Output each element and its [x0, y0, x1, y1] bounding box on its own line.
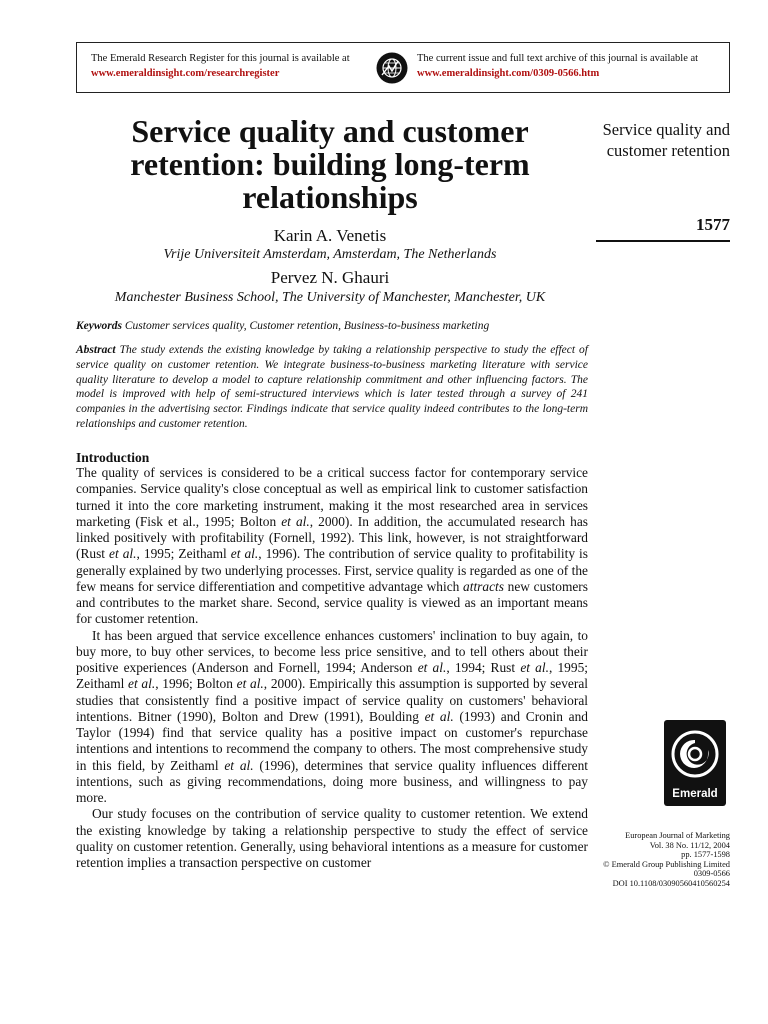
journal-pages: pp. 1577-1598: [681, 850, 730, 860]
italic-text: et al.: [128, 676, 156, 692]
full-text-notice: [417, 51, 698, 81]
journal-doi: DOI 10.1108/03090560410560254: [612, 878, 730, 888]
abstract-block: [76, 343, 588, 432]
journal-volume: Vol. 38 No. 11/12, 2004: [649, 840, 730, 850]
italic-text: et al.: [109, 546, 137, 562]
journal-copyright: © Emerald Group Publishing Limited: [603, 859, 730, 869]
journal-header-box: [76, 42, 730, 93]
section-heading-introduction: Introduction: [76, 450, 150, 465]
journal-citation-info: [585, 831, 730, 889]
italic-text: et al.: [520, 660, 549, 675]
emerald-logo-label: Emerald: [672, 788, 718, 800]
sidebar-divider: [596, 240, 730, 242]
abstract-label: Abstract: [76, 344, 116, 356]
keywords-text: Customer services quality, Customer retention, Business-to-business marketing: [124, 320, 490, 332]
body-paragraph-1: The quality of services is considered to be a critical success factor for contemporary service companies. Service quality's close conceptual as well as empirical link to customer satisfaction turned it into the core marketing instrument, making it the most researched area in services marketing (Fisk et al., 1995; Bolton et al., 2000). In addition, the accumulated research has linked positively with profitability (Fornell, 1992). This link, however, is not straightforward (Rust et al., 1995; Zeithaml et al., 1996). The contribution of service quality to profitability is generally explained by two underlying processes. First, service quality is regarded as one of the few means for service differentiation and competitive advantage which attracts new customers and contributes to the market share. Second, service quality is viewed as an important means for customer retention.: [76, 465, 588, 627]
italic-text: et al.: [281, 513, 310, 529]
italic-text: et al.: [417, 660, 447, 675]
body-text: [76, 465, 588, 871]
italic-text: et al.: [224, 757, 254, 773]
keywords-block: [76, 319, 588, 334]
author-affiliation-2: Manchester Business School, The University of Manchester, Manchester, UK: [114, 290, 546, 305]
page-number: 1577: [696, 215, 730, 234]
keywords-label: Keywords: [76, 320, 122, 332]
journal-name: European Journal of Marketing: [625, 831, 730, 840]
full-text-text: The current issue and full text archive of this journal is available at: [417, 53, 699, 64]
research-register-notice: [91, 51, 350, 81]
emerald-logo: [664, 720, 726, 806]
article-title: Service quality and customer retention: building long-term relationships: [130, 113, 530, 215]
globe-icon: [376, 52, 408, 84]
author-name-2: Pervez N. Ghauri: [270, 268, 390, 287]
full-text-link[interactable]: www.emeraldinsight.com/0309-0566.htm: [417, 68, 600, 79]
abstract-text: The study extends the existing knowledge by taking a relationship perspective to study the effect of service quality on customer retention. We integrate business-to-business marketing literature with service quality literature to develop a model to capture relationship commitment and other influencing factors. The model is improved with help of semi-structured interviews which is later tested through a survey of 241 companies in the advertising sector. Findings indicate that service quality indeed contributes to the long-term relationships and customer retention.: [76, 344, 588, 430]
italic-text: et al.: [236, 676, 264, 692]
italic-text: et al.: [424, 708, 454, 724]
author-affiliation-1: Vrije Universiteit Amsterdam, Amsterdam, The Netherlands: [163, 247, 497, 262]
italic-text: attracts: [463, 578, 504, 594]
running-title: Service quality and customer retention: [602, 120, 730, 160]
body-paragraph-2: It has been argued that service excellence enhances customers' inclination to buy again, to buy more, to buy other services, to become less price sensitive, and to tell others about their positive experiences (Anderson and Fornell, 1994; Anderson et al., 1994; Rust et al., 1995; Zeithaml et al., 1996; Bolton et al., 2000). Empirically this assumption is supported by several studies that consistently find a positive impact of service quality on customers' behavioral intentions. Bitner (1990), Bolton and Drew (1991), Boulding et al. (1993) and Cronin and Taylor (1994) find that service quality has a positive impact on customer's repurchase intentions and intentions to recommend the company to others. The most comprehensive study in this field, by Zeithaml et al. (1996), determines that service quality influences different intentions, such as giving recommendations, doing more business, and willingness to pay more.: [76, 627, 589, 805]
body-paragraph-3: Our study focuses on the contribution of service quality to customer retention. We extend the existing knowledge by taking a relationship perspective to study the effect of service quality on customer retention. Generally, using behavioral intentions as a measure for customer retention implies a transaction perspective on customer: [76, 806, 588, 870]
italic-text: et al.: [230, 546, 259, 562]
journal-issn: 0309-0566: [693, 869, 730, 879]
research-register-text: The Emerald Research Register for this journal is available at: [91, 53, 350, 64]
emerald-swirl-icon: [664, 720, 726, 788]
research-register-link[interactable]: www.emeraldinsight.com/researchregister: [91, 68, 280, 79]
author-name-1: Karin A. Venetis: [273, 226, 387, 245]
